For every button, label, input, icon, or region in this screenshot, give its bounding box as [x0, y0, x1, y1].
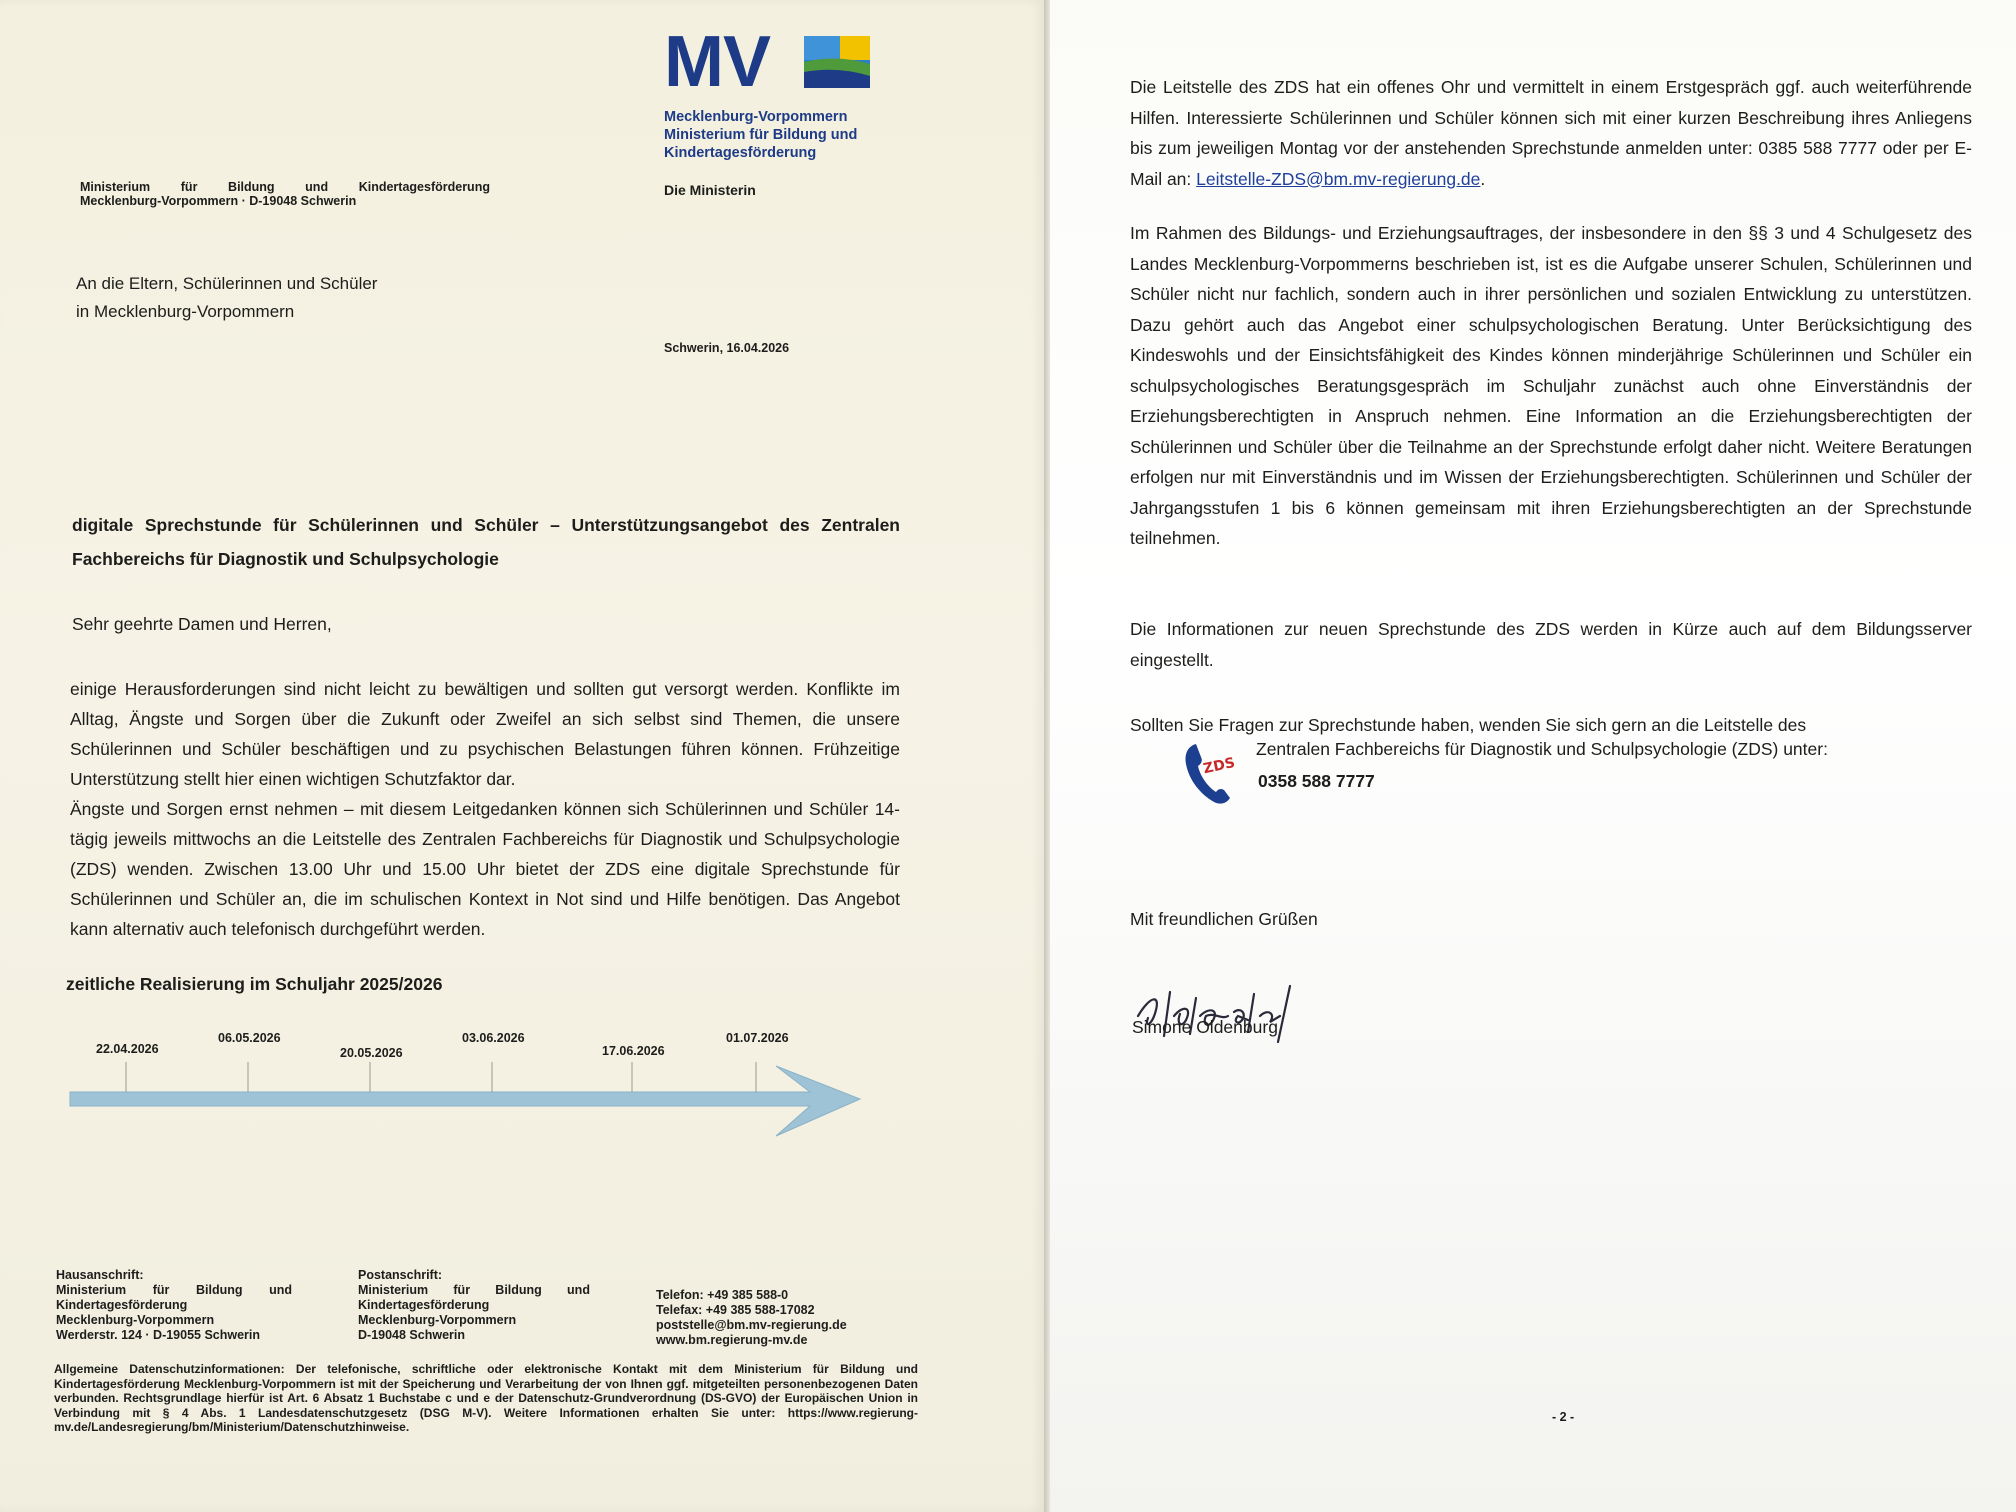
sender-role: Die Ministerin — [664, 182, 756, 198]
zds-phone-icon — [1180, 740, 1244, 806]
sender-word: Ministerium — [80, 180, 151, 194]
footer-post-label: Postanschrift: — [358, 1268, 443, 1282]
sender-word: Kindertagesförderung — [358, 180, 490, 194]
footer-fax: Telefax: +49 385 588-17082 — [656, 1303, 815, 1317]
timeline-ticks — [126, 1062, 756, 1092]
footer-house-line-2: Kindertagesförderung — [56, 1298, 188, 1312]
recipient-line-2: in Mecklenburg-Vorpommern — [76, 302, 295, 321]
footer-word: Ministerium — [358, 1283, 429, 1297]
footer-word: Bildung — [495, 1283, 542, 1297]
footer-postal-address — [358, 1268, 590, 1343]
page2-paragraph-1 — [1130, 72, 1972, 194]
footer-house-label: Hausanschrift: — [56, 1268, 144, 1282]
sender-word: für — [180, 180, 198, 194]
timeline-date: 03.06.2026 — [462, 1031, 525, 1045]
footer-house-line-4: Werderstr. 124 · D-19055 Schwerin — [56, 1328, 261, 1342]
page2-paragraph-3: Die Informationen zur neuen Sprechstunde des ZDS werden in Kürze auch auf dem Bildungsserver eingestellt. — [1130, 619, 1972, 670]
letter-body — [70, 674, 900, 944]
timeline-date: 06.05.2026 — [218, 1031, 281, 1045]
zds-contact-phone[interactable]: 0358 588 7777 — [1258, 771, 1375, 791]
timeline-date: 17.06.2026 — [602, 1044, 665, 1058]
footer-post-line-2: Kindertagesförderung — [358, 1298, 490, 1312]
page2-p1-text: Die Leitstelle des ZDS hat ein offenes Ohr und vermittelt in einem Erstgespräch ggf. auch weiterführende Hilfen. Interessierte Schülerinnen und Schüler können sich mit einer kurzen Beschreibung ihres Anliegens bis zum jeweiligen Montag vor der anstehenden Sprechstunde anmelden unter: 0385 588 7777 oder per E-Mail an: — [1130, 77, 1972, 189]
page2-paragraph-2: Im Rahmen des Bildungs- und Erziehungsauftrages, der insbesondere in den §§ 3 und 4 Schulgesetz des Landes Mecklenburg-Vorpommerns beschrieben ist, ist es die Aufgabe unserer Schulen, Schülerinnen und Schüler nicht nur fachlich, sondern auch in ihrer persönlichen und sozialen Entwicklung zu unterstützen. Dazu gehört auch das Angebot einer schulpsychologischen Beratung. Unter Berücksichtigung des Kindeswohls und der Einsichtsfähigkeit des Kindes können minderjährige Schülerinnen und Schüler ein schulpsychologisches Beratungsgespräch im Schuljahr zunächst auch ohne Einverständnis der Erziehungsberechtigten in Anspruch nehmen. Eine Information an die Erziehungsberechtigten der Schülerinnen und Schüler über die Teilnahme an der Sprechstunde erfolgt daher nicht. Weitere Beratungen erfolgen nur mit Einverständnis und im Wissen der Erziehungsberechtigten. Schülerinnen und Schüler der Jahrgangsstufen 1 bis 6 können gemeinsam mit ihren Erziehungsberechtigten an der Sprechstunde teilnehmen. — [1130, 223, 1972, 548]
footer-contact — [656, 1288, 847, 1348]
page-number: - 2 - — [1552, 1410, 1575, 1424]
timeline-date: 20.05.2026 — [340, 1046, 403, 1060]
footer-post-line-4: D-19048 Schwerin — [358, 1328, 465, 1342]
footer-word: Ministerium — [56, 1283, 127, 1297]
timeline-date: 01.07.2026 — [726, 1031, 789, 1045]
zds-contact-line: Zentralen Fachbereichs für Diagnostik und Schulpsychologie (ZDS) unter: — [1256, 739, 1828, 759]
letter-date: Schwerin, 16.04.2026 — [664, 341, 790, 355]
timeline-date: 22.04.2026 — [96, 1042, 159, 1056]
footer-email[interactable]: poststelle@bm.mv-regierung.de — [656, 1318, 847, 1332]
sender-word: Bildung — [228, 180, 275, 194]
recipient-address — [76, 270, 377, 326]
footer-post-line-3: Mecklenburg-Vorpommern — [358, 1313, 517, 1327]
closing: Mit freundlichen Grüßen — [1130, 909, 1318, 929]
footer-word: und — [269, 1283, 292, 1297]
footer-phone: Telefon: +49 385 588-0 — [656, 1288, 789, 1302]
footer-word: für — [152, 1283, 170, 1297]
timeline-title: zeitliche Realisierung im Schuljahr 2025/2026 — [66, 974, 443, 994]
footer-website[interactable]: www.bm.regierung-mv.de — [656, 1333, 808, 1347]
sender-word: und — [305, 180, 329, 194]
sender-line — [80, 180, 490, 208]
signature-name: Simone Oldenburg — [1132, 1017, 1278, 1037]
zds-label: ZDS — [1201, 754, 1237, 778]
zds-email-link[interactable]: Leitstelle-ZDS@bm.mv-regierung.de — [1196, 168, 1481, 189]
logo-flag-icon — [804, 36, 870, 88]
page2-p1-end: . — [1480, 168, 1486, 189]
timeline-graphic — [60, 1022, 900, 1152]
salutation: Sehr geehrte Damen und Herren, — [72, 614, 332, 634]
logo-line-3: Kindertagesförderung — [664, 145, 817, 161]
logo-line-2: Ministerium für Bildung und — [664, 127, 858, 143]
logo-mark: MV — [664, 22, 770, 102]
mv-ministry-logo — [664, 22, 884, 162]
footer-word: für — [453, 1283, 471, 1297]
footer-house-line-3: Mecklenburg-Vorpommern — [56, 1313, 215, 1327]
recipient-line-1: An die Eltern, Schülerinnen und Schüler — [76, 274, 378, 293]
letter-subject: digitale Sprechstunde für Schülerinnen und Schüler – Unterstützungsangebot des Zentralen Fachbereichs für Diagnostik und Schulpsychologie — [72, 515, 900, 569]
timeline-arrow — [70, 1066, 860, 1136]
footer-house-address — [56, 1268, 292, 1343]
body-paragraph-2: Ängste und Sorgen ernst nehmen – mit diesem Leitgedanken können sich Schülerinnen und Schüler 14-tägig jeweils mittwochs an die Leitstelle des Zentralen Fachbereichs für Diagnostik und Schulpsychologie (ZDS) wenden. Zwischen 13.00 Uhr und 15.00 Uhr bietet der ZDS eine digitale Sprechstunde für Schülerinnen und Schüler an, die im schulischen Kontext in Not sind und Hilfe benötigen. Das Angebot kann alternativ auch telefonisch durchgeführt werden. — [70, 799, 900, 939]
footer-word: und — [567, 1283, 590, 1297]
page2-paragraph-4: Sollten Sie Fragen zur Sprechstunde haben, wenden Sie sich gern an die Leitstelle des — [1130, 715, 1807, 735]
logo-line-1: Mecklenburg-Vorpommern — [664, 109, 848, 125]
sender-address: Mecklenburg-Vorpommern · D-19048 Schwerin — [80, 194, 357, 208]
footer-word: Bildung — [195, 1283, 243, 1297]
body-paragraph-1: einige Herausforderungen sind nicht leicht zu bewältigen und sollten gut versorgt werden. Konflikte im Alltag, Ängste und Sorgen über die Zukunft oder Zweifel an sich selbst sind Themen, die unsere Schülerinnen und Schüler beschäftigen und zu psychischen Belastungen führen können. Frühzeitige Unterstützung stellt hier einen wichtigen Schutzfaktor dar. — [70, 679, 900, 789]
privacy-notice: Allgemeine Datenschutzinformationen: Der telefonische, schriftliche oder elektronische Kontakt mit dem Ministerium für Bildung und Kindertagesförderung Mecklenburg-Vorpommern ist mit der Speicherung und Verarbeitung der von Ihnen ggf. mitgeteilten personenbezogenen Daten verbunden. Rechtsgrundlage hierfür ist Art. 6 Absatz 1 Buchstabe c und e der Datenschutz-Grundverordnung (DS-GVO) der Europäischen Union in Verbindung mit § 4 Abs. 1 Landesdatenschutzgesetz (DSG M-V). Weitere Informationen erhalten Sie unter: https://www.regierung-mv.de/Landesregierung/bm/Ministerium/Datenschutzhinweise. — [54, 1362, 918, 1434]
